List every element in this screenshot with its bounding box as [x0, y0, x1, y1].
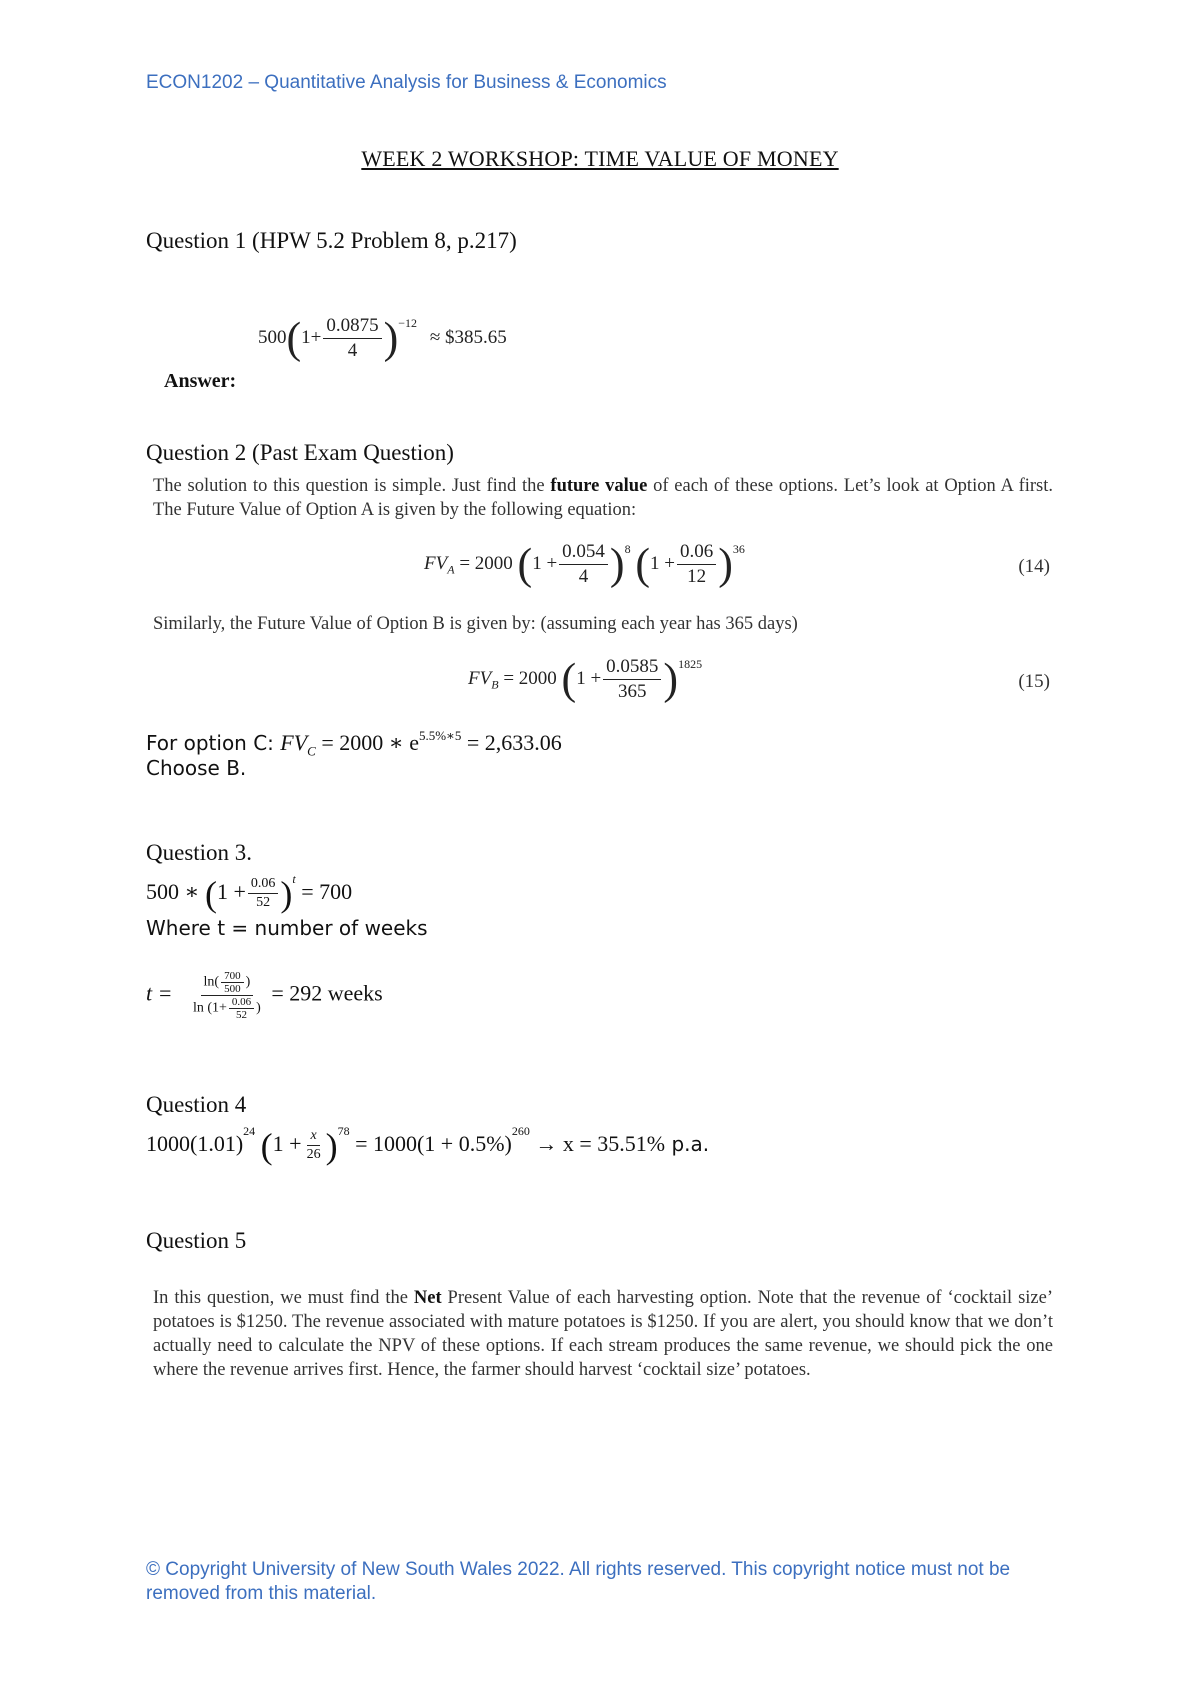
q5-heading: Question 5: [146, 1228, 247, 1253]
q1-den: 4: [347, 340, 358, 361]
copyright-footer: © Copyright University of New South Wales 2022. All rights reserved. This copyright notice must not be removed from this material.: [146, 1559, 1011, 1604]
q1-one: 1+: [301, 326, 322, 348]
course-header: ECON1202 – Quantitative Analysis for Business & Economics: [146, 72, 667, 93]
eq-tag-14: (14): [1018, 556, 1050, 577]
q2-intro: The solution to this question is simple. Just find the future value of each of these options. Let’s look at Option A first. The Future Value of Option A is given by the following equation:: [153, 476, 1053, 520]
page-title: WEEK 2 WORKSHOP: TIME VALUE OF MONEY: [361, 146, 839, 171]
q1-equation: 500(1+ $\frac{0.0875}{4}$ )$^{-12}$ ≈ $385.65: [258, 313, 507, 363]
q2-heading: Question 2 (Past Exam Question): [146, 440, 454, 465]
q3-where: Where t = number of weeks: [146, 916, 428, 940]
q4-equation: $1000(1.01)^{24}$ (1 + $\frac{x}{26}$ )$^{78} = 1000(1 + 0.5\%)^{260} \to x = 35.51\%$ p.a.: [146, 1124, 710, 1166]
q3-heading: Question 3.: [146, 840, 253, 865]
q4-heading: Question 4: [146, 1092, 247, 1117]
q1-result: ≈ $385.65: [429, 326, 507, 348]
q3-equation: 500 ∗ (1 + $\frac{0.06}{52}$ )$^t$ = 700: [146, 872, 353, 914]
q5-paragraph: In this question, we must find the Net Present Value of each harvesting option. Note that the revenue of ‘cocktail size’ potatoes is $1250. The revenue associated with mature potatoes is $1250. If you are alert, you should know that we don’t actually need to calculate the NPV of these options. If each stream produces the same revenue, we should pick the one where the revenue arrives first. Hence, the farmer should harvest ‘cocktail size’ potatoes.: [153, 1288, 1053, 1380]
q1-exp: −12: [398, 315, 418, 330]
q1-num: 0.0875: [323, 314, 381, 339]
q1-fraction: [323, 314, 381, 363]
q2-equation-a: $FV_A = 2000$ (1 + $\frac{0.054}{4}$ )$^8$ (1 + $\frac{0.06}{12}$ )$^{36}$: [424, 539, 745, 589]
eq-tag-15: (15): [1018, 671, 1050, 692]
q1-heading: Question 1 (HPW 5.2 Problem 8, p.217): [146, 228, 517, 253]
q2-choose: Choose B.: [146, 756, 247, 780]
q1-answer-label: Answer:: [164, 370, 237, 392]
q1-coef: 500: [258, 326, 287, 348]
q2-similarly: Similarly, the Future Value of Option B is given by: (assuming each year has 365 days): [153, 614, 798, 634]
q2-option-c: For option C: $FV_C = 2000$ ∗ $e^{5.5\%∗5} = 2,633.06$: [146, 728, 562, 759]
q2-equation-b: $FV_B = 2000$ (1 + $\frac{0.0585}{365}$ )$^{1825}$: [468, 654, 703, 704]
q3-t-formula: t = ln( $\frac{700}{500}$ ) ln (1+ $\frac{0.06}{52}$ ) = 292 weeks: [146, 970, 383, 1021]
